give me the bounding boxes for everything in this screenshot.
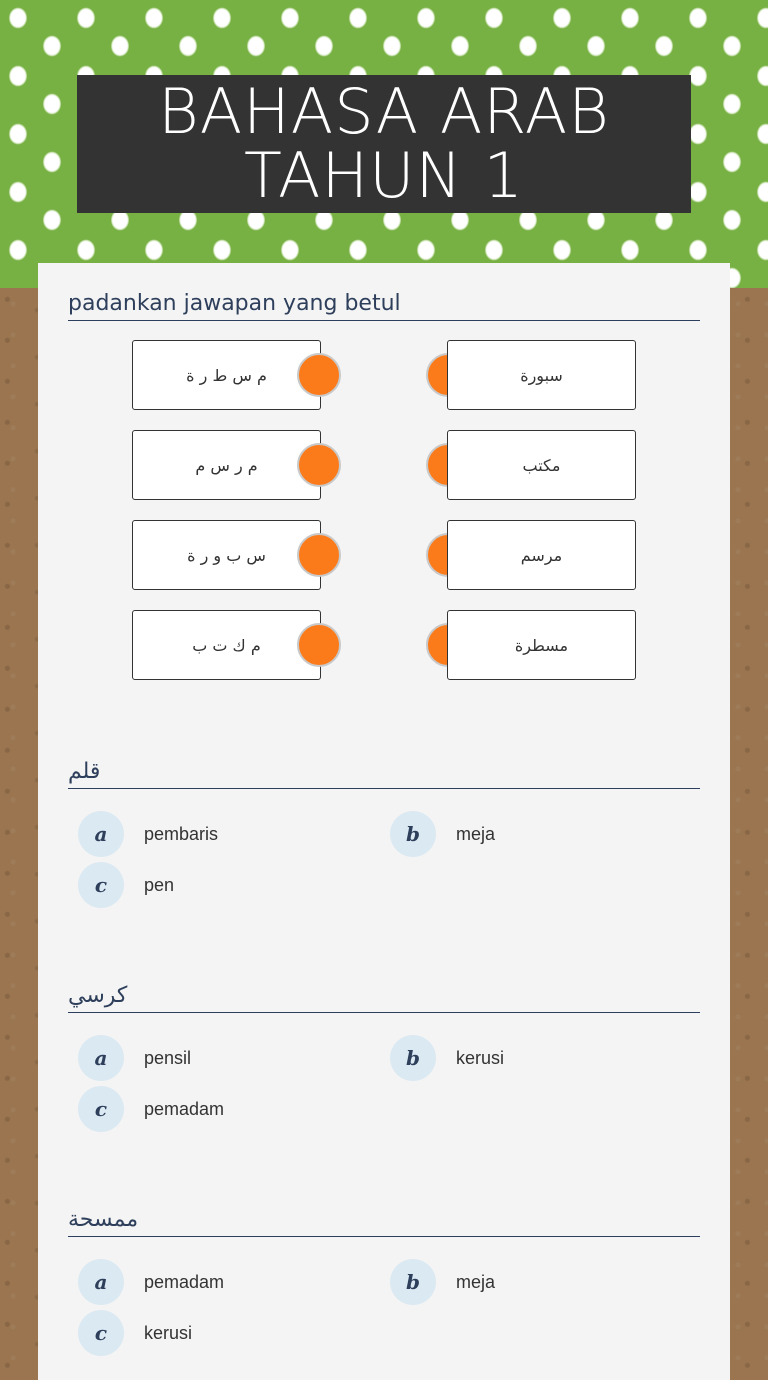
match-right-item[interactable]	[447, 430, 636, 500]
match-left-label: م ك ت ب	[192, 635, 261, 655]
option-badge-a[interactable]: a	[78, 1259, 124, 1305]
match-left-connector[interactable]	[297, 623, 341, 667]
match-right-item[interactable]	[447, 520, 636, 590]
match-right-label: مسطرة	[514, 635, 569, 655]
option-text[interactable]: kerusi	[456, 1048, 505, 1068]
match-right-label: مرسم	[520, 545, 563, 565]
match-right-label: مكتب	[522, 455, 561, 475]
option-badge-b[interactable]: b	[390, 1035, 436, 1081]
option-text[interactable]: pemadam	[144, 1272, 225, 1292]
match-left-label: م ر س م	[195, 455, 258, 475]
match-right-item[interactable]	[447, 610, 636, 680]
option-badge-b[interactable]: b	[390, 811, 436, 857]
match-left-connector[interactable]	[297, 533, 341, 577]
question-prompt: ممسحة	[68, 1207, 700, 1237]
option-badge-c[interactable]: c	[78, 862, 124, 908]
option-text[interactable]: pemadam	[144, 1099, 225, 1119]
match-left-item[interactable]	[132, 430, 321, 500]
title-line-2: TAHUN 1	[243, 139, 524, 212]
match-left-label: م س ط ر ة	[186, 365, 267, 385]
option-badge-a[interactable]: a	[78, 1035, 124, 1081]
page-title	[77, 75, 691, 213]
option-text[interactable]: kerusi	[144, 1323, 193, 1343]
option-badge-a[interactable]: a	[78, 811, 124, 857]
match-right-item[interactable]	[447, 340, 636, 410]
match-left-item[interactable]	[132, 610, 321, 680]
match-left-connector[interactable]	[297, 353, 341, 397]
match-right-label: سبورة	[520, 365, 563, 385]
match-left-item[interactable]	[132, 520, 321, 590]
option-badge-c[interactable]: c	[78, 1310, 124, 1356]
option-text[interactable]: pembaris	[144, 824, 219, 844]
worksheet	[38, 263, 730, 1380]
option-badge-c[interactable]: c	[78, 1086, 124, 1132]
match-left-connector[interactable]	[297, 443, 341, 487]
match-left-item[interactable]	[132, 340, 321, 410]
match-left-label: س ب و ر ة	[187, 545, 266, 565]
option-text[interactable]: meja	[456, 824, 496, 844]
match-question-title: padankan jawapan yang betul	[68, 291, 700, 321]
question-prompt: قلم	[68, 759, 700, 789]
option-text[interactable]: pen	[144, 875, 175, 895]
option-badge-b[interactable]: b	[390, 1259, 436, 1305]
option-text[interactable]: meja	[456, 1272, 496, 1292]
title-line-1: BAHASA ARAB	[158, 75, 610, 148]
question-prompt: كرسي	[68, 983, 700, 1013]
option-text[interactable]: pensil	[144, 1048, 192, 1068]
